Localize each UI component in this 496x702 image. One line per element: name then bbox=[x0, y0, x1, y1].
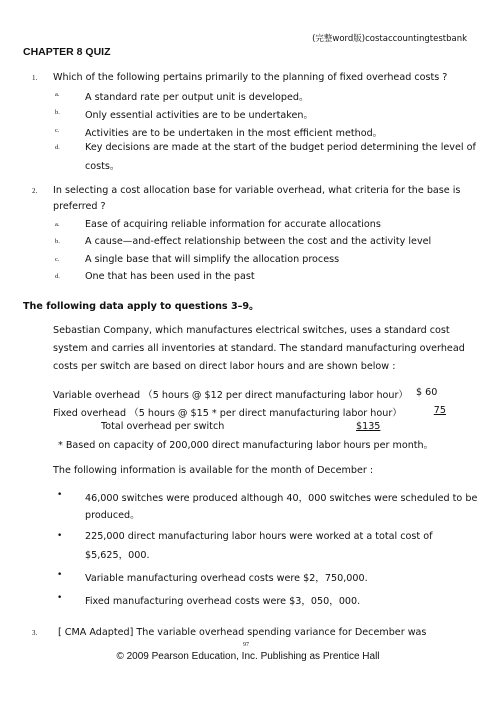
option-letter: d. bbox=[55, 273, 60, 280]
option-text: Activities are to be undertaken in the most efficient method。 bbox=[85, 128, 383, 139]
option-text: Ease of acquiring reliable information for accurate allocations bbox=[85, 219, 381, 230]
bullet-text: 46,000 switches were produced although 40，000 switches were scheduled to be bbox=[85, 493, 478, 504]
cost-row-label: Variable overhead （5 hours @ $12 per direct manufacturing labor hour） bbox=[53, 390, 409, 401]
scenario-paragraph-line: costs per switch are based on direct labor hours and are shown below : bbox=[53, 361, 396, 372]
scenario-paragraph-line: system and carries all inventories at standard. The standard manufacturing overhead bbox=[53, 343, 465, 354]
bullet-text: Variable manufacturing overhead costs were $2，750,000. bbox=[85, 573, 368, 584]
total-label: Total overhead per switch bbox=[101, 421, 225, 432]
cost-row-label: Fixed overhead （5 hours @ $15 * per direct manufacturing labor hour） bbox=[53, 408, 402, 419]
capacity-footnote: * Based on capacity of 200,000 direct manufacturing labor hours per month。 bbox=[58, 440, 434, 451]
option-text: Key decisions are made at the start of the budget period determining the level of bbox=[85, 142, 476, 153]
question-text: In selecting a cost allocation base for variable overhead, what criteria for the base is bbox=[53, 185, 461, 196]
option-text: A cause—and-effect relationship between the cost and the activity level bbox=[85, 236, 432, 247]
option-text: A standard rate per output unit is developed。 bbox=[85, 92, 309, 103]
bullet-marker: • bbox=[57, 570, 63, 580]
bullet-text: $5,625，000. bbox=[85, 550, 150, 561]
bullet-marker: • bbox=[57, 593, 63, 603]
option-text: costs。 bbox=[85, 161, 120, 172]
bullet-text: Fixed manufacturing overhead costs were $3，050，000. bbox=[85, 596, 361, 607]
question-text: Which of the following pertains primarily to the planning of fixed overhead costs ? bbox=[53, 72, 448, 83]
total-amount: $135 bbox=[356, 421, 381, 432]
option-text: Only essential activities are to be undertaken。 bbox=[85, 110, 314, 121]
option-letter: a. bbox=[55, 221, 60, 228]
option-letter: c. bbox=[55, 127, 60, 134]
data-instruction: The following data apply to questions 3–9。 bbox=[23, 301, 259, 312]
option-text: One that has been used in the past bbox=[85, 271, 255, 282]
cost-row-amount: $ 60 bbox=[416, 387, 438, 398]
option-letter: d. bbox=[55, 144, 60, 151]
bullet-marker: • bbox=[57, 531, 63, 541]
bullet-text: 225,000 direct manufacturing labor hours were worked at a total cost of bbox=[85, 531, 433, 542]
option-letter: a. bbox=[55, 91, 60, 98]
info-intro: The following information is available for the month of December : bbox=[53, 465, 374, 476]
option-text: A single base that will simplify the allocation process bbox=[85, 254, 340, 265]
running-header: (完整word版)costaccountingtestbank bbox=[312, 34, 467, 44]
question-text: preferred ? bbox=[53, 201, 106, 212]
copyright-footer: © 2009 Pearson Education, Inc. Publishing as Prentice Hall bbox=[116, 651, 380, 662]
cost-row-amount: 75 bbox=[433, 405, 446, 416]
question-text: [ CMA Adapted] The variable overhead spending variance for December was bbox=[58, 627, 427, 638]
question-number: 2. bbox=[32, 187, 38, 195]
chapter-title: CHAPTER 8 QUIZ bbox=[23, 46, 111, 58]
bullet-marker: • bbox=[57, 490, 63, 500]
option-letter: b. bbox=[55, 109, 60, 116]
option-letter: b. bbox=[55, 238, 60, 245]
page-number: 97 bbox=[243, 642, 249, 648]
question-number: 1. bbox=[32, 74, 38, 82]
question-number: 3. bbox=[32, 629, 38, 637]
bullet-text: produced。 bbox=[85, 510, 140, 521]
scenario-paragraph-line: Sebastian Company, which manufactures electrical switches, uses a standard cost bbox=[53, 325, 450, 336]
option-letter: c. bbox=[55, 256, 60, 263]
